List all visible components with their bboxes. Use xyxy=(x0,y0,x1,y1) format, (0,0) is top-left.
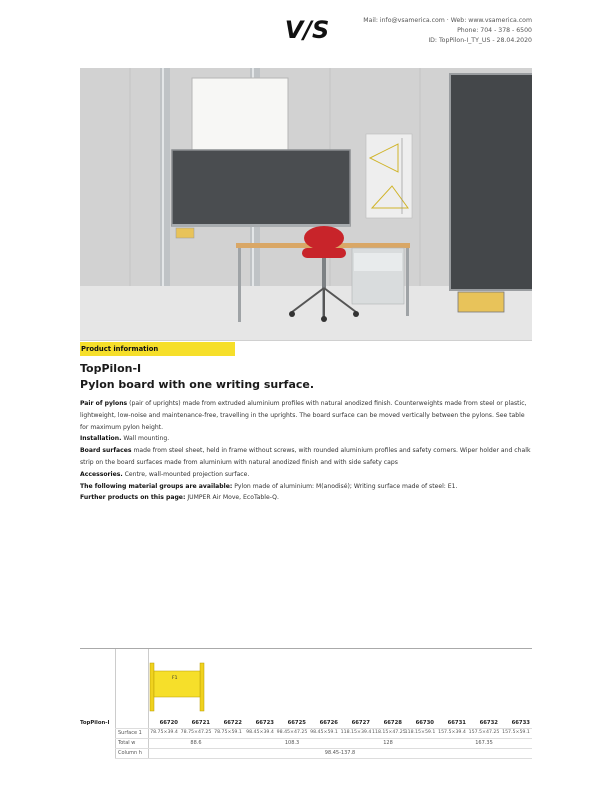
drawing-label: F1 xyxy=(172,676,178,681)
product-code-66722: 66722 xyxy=(223,720,242,726)
product-code-66723: 66723 xyxy=(255,720,274,726)
product-code-66727: 66727 xyxy=(351,720,370,726)
product-subtitle: Pylon board with one writing surface. xyxy=(80,378,315,391)
product-code-66733: 66733 xyxy=(511,720,530,726)
surface-size-cell: 98.45×59.1 xyxy=(310,730,338,735)
para-accessories xyxy=(80,469,532,481)
product-code-66731: 66731 xyxy=(447,720,466,726)
para-materials-lead: The following material groups are available: xyxy=(80,482,233,490)
surface-size-cell: 118.15×47.25 xyxy=(372,730,406,735)
para-further-text: JUMPER Air Move, EcoTable-Q. xyxy=(185,494,279,502)
para-board-text: made from steel sheet, held in frame without screws, with rounded aluminium profiles and safety corners. Wiper holder and chalk strip on the board surfaces made from aluminium with natural anodized finish and with side safety caps xyxy=(80,447,531,466)
vs-logo xyxy=(284,14,330,44)
row-label-surface: Surface 1 xyxy=(118,730,142,736)
para-installation-text: Wall mounting. xyxy=(121,435,170,443)
product-photo xyxy=(80,68,532,340)
product-code-66730: 66730 xyxy=(415,720,434,726)
row-label-column-h: Column h xyxy=(118,750,142,756)
total-w-group-2: 108.3 xyxy=(284,740,300,746)
surface-size-cell: 78.75×47.25 xyxy=(180,730,212,735)
product-drawing xyxy=(148,657,208,713)
product-name: TopPilon-I xyxy=(80,362,142,375)
contact-mail-web: Mail: info@vsamerica.com · Web: www.vsamerica.com xyxy=(363,17,532,24)
surface-size-cell: 98.45×39.4 xyxy=(246,730,274,735)
surface-size-cell: 157.5×59.1 xyxy=(502,730,530,735)
logo-text: V/S xyxy=(284,16,330,44)
para-pylons xyxy=(80,398,532,433)
surface-size-cell: 157.5×39.4 xyxy=(438,730,466,735)
para-materials-text: Pylon made of aluminium: M(anodisé); Writing surface made of steel: E1. xyxy=(232,482,458,490)
document-id: ID: TopPilon-I_TY_US - 28.04.2020 xyxy=(428,37,532,44)
surface-size-cell: 78.75×59.1 xyxy=(214,730,242,735)
total-w-group-1: 88.6 xyxy=(190,740,202,746)
product-code-66726: 66726 xyxy=(319,720,338,726)
total-w-group-4: 167.35 xyxy=(475,740,493,746)
contact-phone: Phone: 704 - 378 - 6500 xyxy=(457,27,532,34)
para-installation-lead: Installation. xyxy=(80,435,122,443)
para-further-lead: Further products on this page: xyxy=(80,494,186,502)
product-code-66720: 66720 xyxy=(159,720,178,726)
spec-product-name: TopPilon-I xyxy=(80,720,110,726)
surface-size-cell: 118.15×39.4 xyxy=(340,730,372,735)
para-accessories-text: Centre, wall-mounted projection surface. xyxy=(122,470,250,478)
surface-size-cell: 78.75×39.4 xyxy=(150,730,178,735)
total-w-group-3: 128 xyxy=(383,740,393,746)
para-board-lead: Board surfaces xyxy=(80,447,132,455)
product-code-66721: 66721 xyxy=(191,720,210,726)
spec-table xyxy=(80,648,532,759)
para-further-products xyxy=(80,492,532,504)
contact-block xyxy=(363,16,532,46)
section-divider xyxy=(80,340,532,341)
section-label: Product information xyxy=(80,342,235,356)
product-code-66728: 66728 xyxy=(383,720,402,726)
product-code-66725: 66725 xyxy=(287,720,306,726)
column-h-value: 98.45-137.8 xyxy=(324,750,356,756)
surface-size-cell: 98.45×47.25 xyxy=(276,730,308,735)
para-board-surfaces xyxy=(80,445,532,469)
para-accessories-lead: Accessories. xyxy=(80,470,123,478)
product-description xyxy=(80,398,532,504)
surface-size-cell: 118.15×59.1 xyxy=(404,730,436,735)
para-pylons-text: (pair of uprights) made from extruded aluminium profiles with natural anodized finish. Counterweights made from steel or plastic, lightweight, low-noise and maintenance-free, travelling in the uprights. The board surface can be moved vertically between the pylons. See table for maximum pylon height. xyxy=(80,400,527,431)
para-pylons-lead: Pair of pylons xyxy=(80,400,128,407)
para-installation xyxy=(80,433,532,445)
product-code-66732: 66732 xyxy=(479,720,498,726)
row-label-total-w: Total w xyxy=(118,740,136,746)
surface-size-cell: 157.5×47.25 xyxy=(468,730,500,735)
para-materials xyxy=(80,481,532,493)
